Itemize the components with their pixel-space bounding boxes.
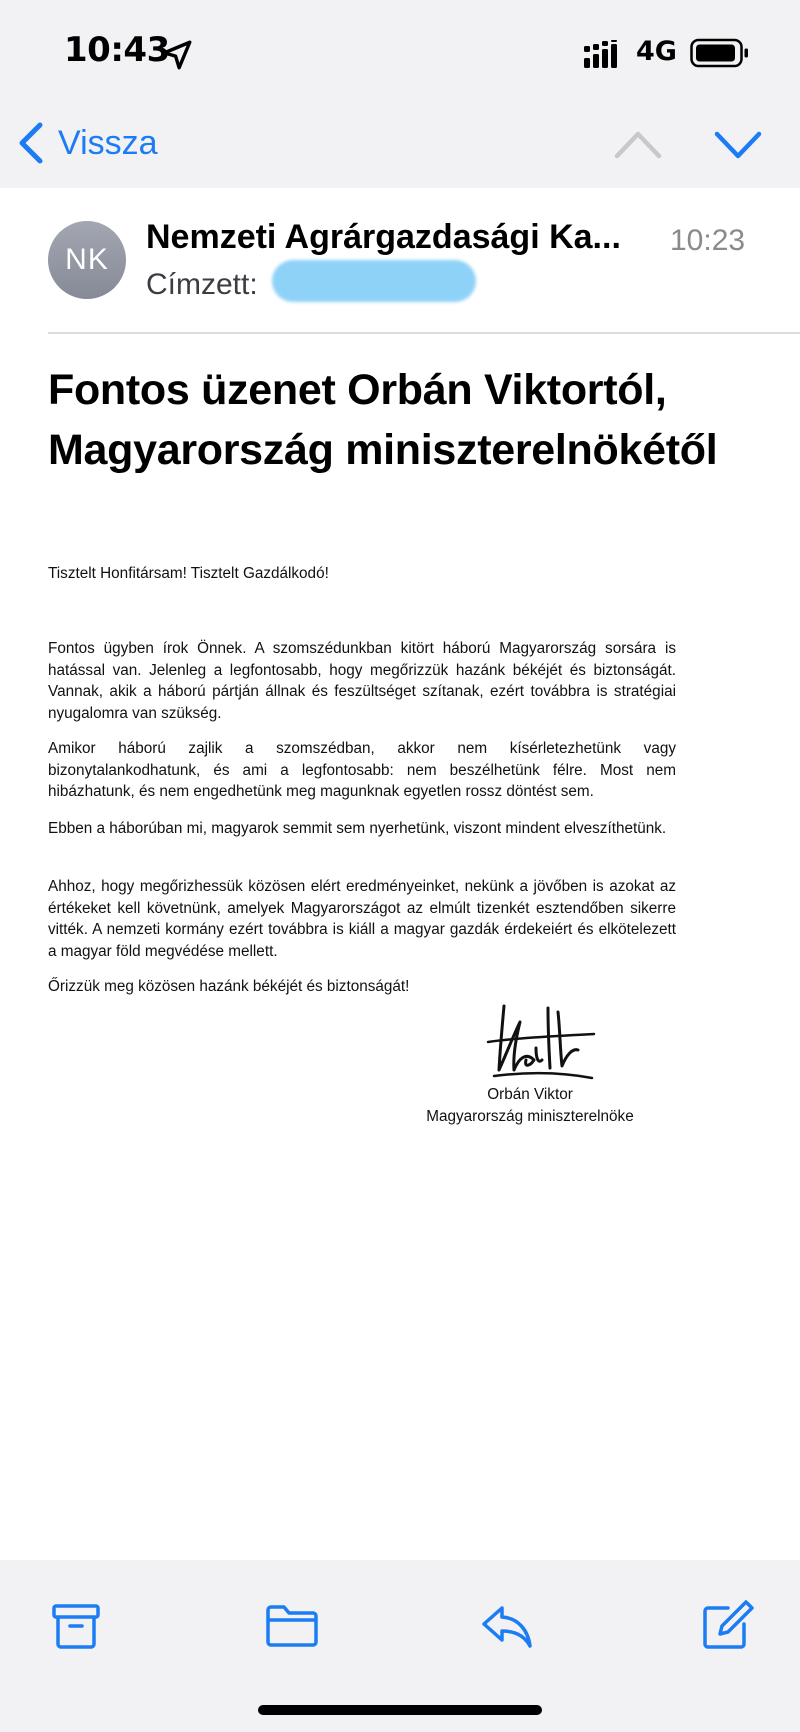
signal-bars-icon: [584, 40, 626, 68]
letter-paragraph: Amikor háború zajlik a szomszédban, akkor nem kísérletezhetünk vagy bizonytalankodhatunk, és ami a legfontosabb: nem beszélhetünk félre. Most nem hibázhatunk, és nem engedhetünk meg magunknak egyetlen rossz döntést sem.: [48, 740, 676, 800]
received-time: 10:23: [670, 224, 746, 257]
folder-icon[interactable]: [262, 1596, 322, 1656]
back-button[interactable]: [16, 118, 158, 168]
network-type: 4G: [636, 36, 677, 67]
battery-icon: [690, 38, 750, 68]
reply-icon[interactable]: [478, 1596, 538, 1656]
letter-paragraph: Ebben a háborúban mi, magyarok semmit sem nyerhetünk, viszont mindent elveszíthetünk.: [48, 820, 667, 837]
recipient-redaction: [272, 260, 476, 302]
chevron-left-icon: [16, 121, 46, 165]
mail-nav-bar: [0, 104, 800, 184]
chevron-down-icon[interactable]: [712, 122, 764, 166]
letter-greeting: Tisztelt Honfitársam! Tisztelt Gazdálkodó!: [48, 565, 329, 582]
letter-paragraph: Fontos ügyben írok Önnek. A szomszédunkban kitört háború Magyarország sorsára is hatással van. Jelenleg a legfontosabb, hogy megőrizzük hazánk békéjét és biztonságát. Vannak, akik a háború pártján állnak és feszültséget szítanak, ezért továbbra is stratégiai nyugalomra van szükség.: [48, 640, 676, 722]
status-bar: [0, 0, 800, 100]
signature-title: Magyarország miniszterelnöke: [426, 1108, 634, 1125]
mail-message: [0, 188, 800, 1560]
chevron-up-icon[interactable]: [612, 122, 664, 166]
status-time: 10:43: [64, 30, 170, 70]
home-indicator[interactable]: [258, 1705, 542, 1715]
header-divider: [48, 332, 800, 334]
letter-paragraph: Ahhoz, hogy megőrizhessük közösen elért eredményeinket, nekünk a jövőben is azokat az értékeket kell követnünk, amelyek Magyarországot az elmúlt tizenkét esztendőben sikerre vitték. A nemzeti kormány ezért továbbra is kiáll a magyar gazdák érdekeiért és elkötelezett a magyar föld megvédése mellett.: [48, 878, 676, 960]
mail-toolbar: [0, 1560, 800, 1732]
location-arrow-icon: [160, 38, 194, 72]
archive-icon[interactable]: [46, 1596, 106, 1656]
letter-closing: Őrizzük meg közösen hazánk békéjét és biztonságát!: [48, 978, 410, 995]
handwritten-signature: [486, 998, 598, 1084]
avatar[interactable]: NK: [48, 221, 126, 299]
sender-name[interactable]: Nemzeti Agrárgazdasági Ka...: [146, 218, 621, 256]
signature-name: Orbán Viktor: [487, 1086, 573, 1103]
back-label: Vissza: [58, 123, 158, 162]
mail-subject: Fontos üzenet Orbán Viktortól, Magyarország miniszterelnökétől: [48, 366, 718, 474]
recipient-label: Címzett:: [146, 268, 258, 301]
compose-icon[interactable]: [696, 1596, 756, 1656]
